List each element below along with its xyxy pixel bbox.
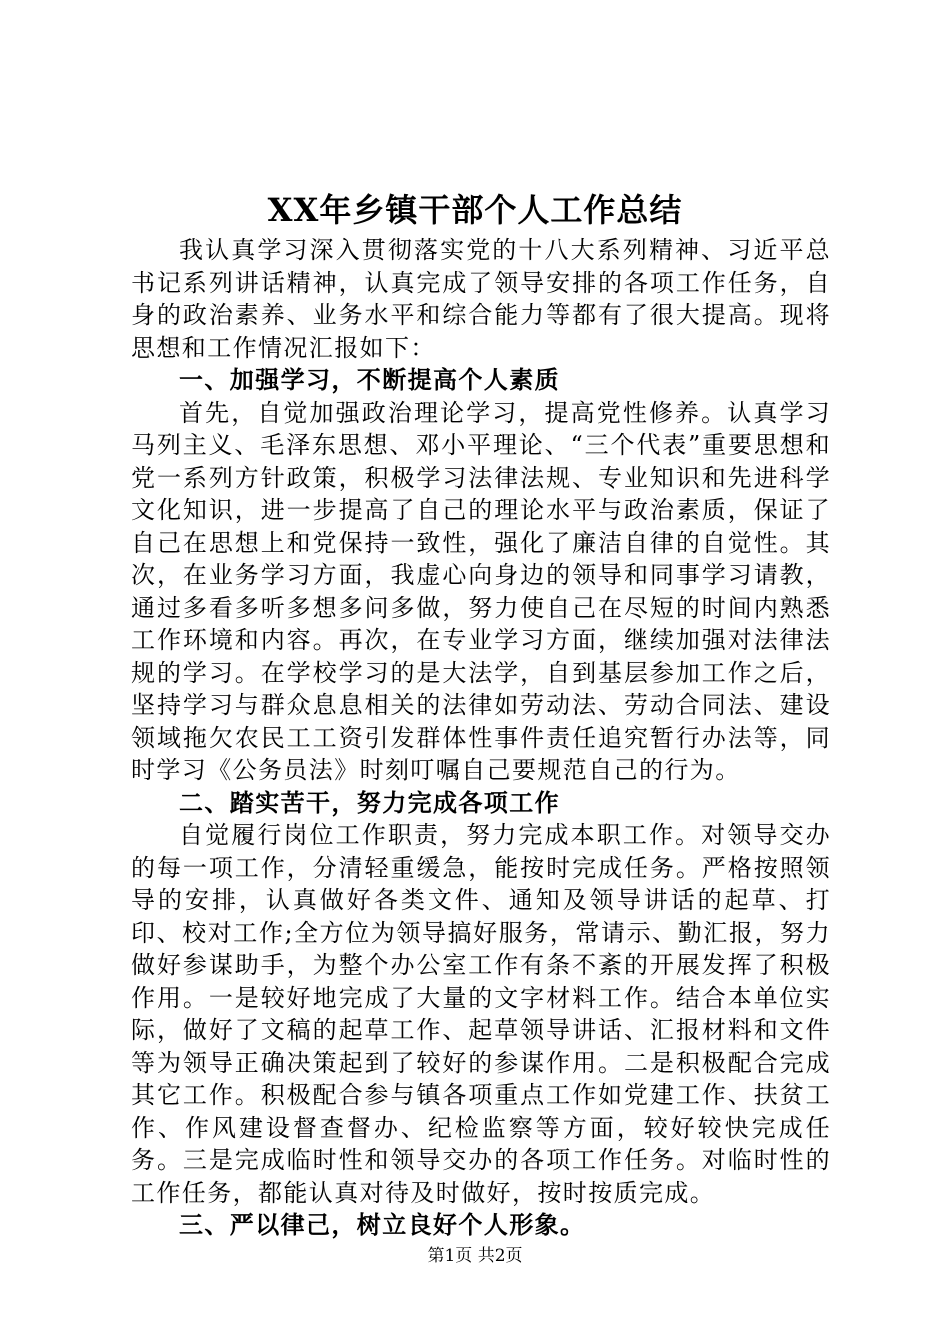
page-footer — [0, 1244, 950, 1268]
document-title: XX年乡镇干部个人工作总结 — [267, 191, 683, 229]
section-2-heading: 二、踏实苦干，努力完成各项工作 — [179, 788, 560, 817]
document-body — [131, 234, 831, 1242]
page-indicator: 第1页 共2页 — [427, 1246, 523, 1266]
section-1-paragraph: 首先，自觉加强政治理论学习，提高党性修养。认真学习马列主义、毛泽东思想、邓小平理论、“三个代表”重要思想和党一系列方针政策，积极学习法律法规、专业知识和先进科学文化知识，进一步提高了自己的理论水平与政治素质，保证了自己在思想上和党保持一致性，强化了廉洁自律的自觉性。其次，在业务学习方面，我虚心向身边的领导和同事学习请教，通过多看多听多想多问多做，努力使自己在尽短的时间内熟悉工作环境和内容。再次，在专业学习方面，继续加强对法律法规的学习。在学校学习的是大法学，自到基层参加工作之后，坚持学习与群众息息相关的法律如劳动法、劳动合同法、建设领域拖欠农民工工资引发群体性事件责任追究暂行办法等，同时学习《公务员法》时刻叮嘱自己要规范自己的行为。 — [131, 398, 831, 784]
section-3-heading: 三、严以律己，树立良好个人形象。 — [179, 1211, 586, 1239]
intro-paragraph: 我认真学习深入贯彻落实党的十八大系列精神、习近平总书记系列讲话精神，认真完成了领导安排的各项工作任务，自身的政治素养、业务水平和综合能力等都有了很大提高。现将思想和工作情况汇报如下： — [131, 236, 831, 362]
section-2-paragraph: 自觉履行岗位工作职责，努力完成本职工作。对领导交办的每一项工作，分清轻重缓急，能按时完成任务。严格按照领导的安排，认真做好各类文件、通知及领导讲话的起草、打印、校对工作;全方位为领导搞好服务，常请示、勤汇报，努力做好参谋助手，为整个办公室工作有条不紊的开展发挥了积极作用。一是较好地完成了大量的文字材料工作。结合本单位实际，做好了文稿的起草工作、起草领导讲话、汇报材料和文件等为领导正确决策起到了较好的参谋作用。二是积极配合完成其它工作。积极配合参与镇各项重点工作如党建工作、扶贫工作、作风建设督查督办、纪检监察等方面，较好较快完成任务。三是完成临时性和领导交办的各项工作任务。对临时性的工作任务，都能认真对待及时做好，按时按质完成。 — [131, 821, 831, 1207]
section-1-heading: 一、加强学习，不断提高个人素质 — [179, 366, 560, 394]
